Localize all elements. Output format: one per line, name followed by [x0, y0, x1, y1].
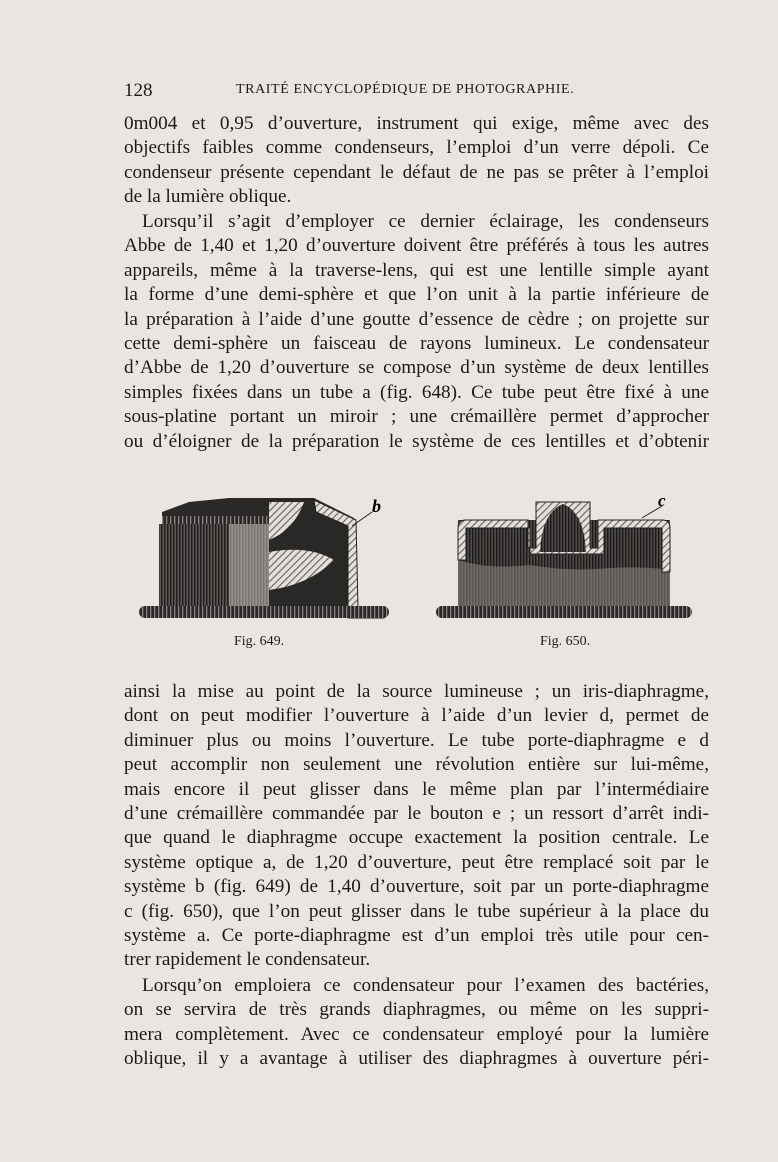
- page-number: 128: [124, 80, 153, 101]
- text-line: objectifs faibles comme condenseurs, l’emploi d’un verre dépoli. Ce: [124, 137, 709, 159]
- text-line: de la lumière oblique.: [124, 186, 292, 208]
- figures-row: [134, 490, 714, 660]
- page-header: [124, 80, 709, 100]
- text-line: que quand le diaphragme occupe exactement la position centrale. Le: [124, 827, 709, 849]
- text-line: d’Abbe de 1,20 d’ouverture se compose d’un système de deux lentilles: [124, 357, 709, 379]
- text-line: système a. Ce porte-diaphragme est d’un emploi très utile pour cen-: [124, 925, 709, 947]
- running-title: TRAITÉ ENCYCLOPÉDIQUE DE PHOTOGRAPHIE.: [236, 82, 575, 97]
- text-line: diminuer plus ou moins l’ouverture. Le tube porte-diaphragme e d: [124, 729, 709, 751]
- text-line: système optique a, de 1,20 d’ouverture, peut être remplacé soit par le: [124, 851, 709, 873]
- text-line: mais encore il peut glisser dans le même plan par l’intermédiaire: [124, 778, 709, 800]
- diaphragm-holder-cross-section-illustration: [430, 490, 700, 620]
- text-line: système b (fig. 649) de 1,40 d’ouverture, soit par un porte-diaphragme: [124, 876, 709, 898]
- text-line: oblique, il y a avantage à utiliser des diaphragmes à ouverture péri-: [124, 1048, 709, 1070]
- text-line: peut accomplir non seulement une révolution entière sur lui-même,: [124, 754, 709, 776]
- figure-label-b: b: [372, 496, 381, 516]
- text-line: dont on peut modifier l’ouverture à l’aide d’un levier d, permet de: [124, 705, 709, 727]
- text-line: mera complètement. Avec ce condensateur employé pour la lumière: [124, 1023, 709, 1045]
- text-line: cette demi-sphère un faisceau de rayons lumineux. Le condensateur: [124, 333, 709, 355]
- figure-650: [430, 490, 700, 660]
- text-line: sous-platine portant un miroir ; une crémaillère permet d’approcher: [124, 406, 709, 428]
- text-line: Lorsqu’il s’agit d’employer ce dernier éclairage, les condenseurs: [142, 211, 709, 232]
- figure-label-c: c: [658, 491, 666, 510]
- text-line: condenseur présente cependant le défaut de ne pas se prêter à l’emploi: [124, 161, 709, 183]
- paragraph-3: [124, 680, 709, 973]
- text-line: d’une crémaillère commandée par le bouton e ; un ressort d’arrêt indi-: [124, 803, 709, 825]
- text-line: la préparation à l’aide d’une goutte d’essence de cèdre ; on projette sur: [124, 308, 709, 330]
- paragraph-2: [124, 210, 709, 454]
- text-line: on se servira de très grands diaphragmes, ou même on les suppri-: [124, 999, 709, 1021]
- figure-caption: Fig. 649.: [234, 634, 285, 649]
- condenser-cross-section-illustration: [134, 490, 394, 620]
- text-line: la forme d’une demi-sphère et que l’on unit à la partie inférieure de: [124, 284, 709, 306]
- text-line: appareils, même à la traverse-lens, qui est une lentille simple ayant: [124, 259, 709, 281]
- paragraph-1: [124, 112, 709, 210]
- text-line: Abbe de 1,40 et 1,20 d’ouverture doivent être préférés à tous les autres: [124, 235, 709, 257]
- text-line: Lorsqu’on emploiera ce condensateur pour l’examen des bactéries,: [142, 975, 709, 996]
- figure-649: [134, 490, 394, 660]
- text-line: ou d’éloigner de la préparation le système de ces lentilles et d’obtenir: [124, 430, 709, 452]
- text-line: 0m004 et 0,95 d’ouverture, instrument qui exige, même avec des: [124, 113, 709, 134]
- figure-caption: Fig. 650.: [540, 634, 591, 649]
- paragraph-4: [124, 974, 709, 1072]
- text-line: simples fixées dans un tube a (fig. 648). Ce tube peut être fixé à une: [124, 381, 709, 403]
- text-line: c (fig. 650), que l’on peut glisser dans le tube supérieur à la place du: [124, 900, 709, 922]
- text-line: ainsi la mise au point de la source lumineuse ; un iris-diaphragme,: [124, 681, 709, 702]
- text-line: trer rapidement le condensateur.: [124, 949, 371, 971]
